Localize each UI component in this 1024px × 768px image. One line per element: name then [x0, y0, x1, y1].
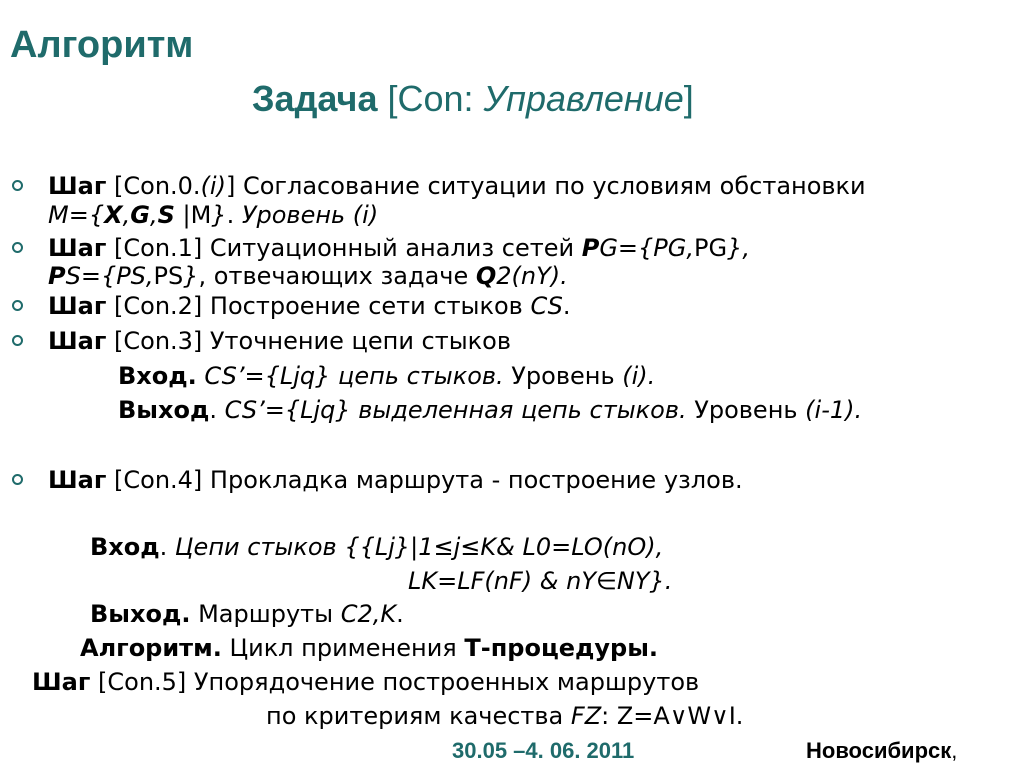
step-4-input-cont	[408, 565, 672, 597]
step-0-line-1	[48, 170, 866, 202]
formula-part: CS’={Ljq} выделенная цепь стыков.	[224, 396, 687, 424]
input-keyword: Вход	[90, 533, 160, 561]
step-level: (i).	[622, 362, 656, 390]
formula-part: LK=LF(nF) & nY	[408, 567, 596, 595]
step-code: [Con.0.	[106, 172, 201, 200]
step-4-output	[90, 598, 404, 630]
formula-part: FZ	[570, 702, 602, 730]
formula-part: 2(nY).	[496, 262, 568, 290]
algorithm-keyword: Алгоритм.	[80, 634, 222, 662]
hollow-circle-icon	[12, 474, 23, 485]
step-keyword: Шаг	[48, 327, 107, 355]
formula-part: .	[226, 201, 242, 229]
formula-part: }	[211, 201, 227, 229]
step-0-line-2	[48, 199, 378, 231]
step-text: [Con.2] Построение сети стыков	[106, 292, 531, 320]
formula-part: |	[174, 201, 191, 229]
algorithm-name: Т-процедуры.	[464, 634, 659, 662]
formula-part: }	[183, 262, 199, 290]
formula-part: ,	[149, 201, 158, 229]
formula-part: ∈	[595, 567, 617, 595]
step-5-line-1	[32, 666, 699, 698]
formula-part: S	[157, 201, 175, 229]
city-comma: ,	[951, 738, 958, 763]
formula-part: : Z=A	[601, 702, 670, 730]
formula-part: CS	[530, 292, 563, 320]
step-4-algorithm	[80, 632, 658, 664]
step-text: [Con.1] Ситуационный анализ сетей	[106, 234, 582, 262]
formula-part: M={	[48, 201, 105, 229]
step-3-line-1	[48, 325, 511, 357]
step-text: .	[396, 600, 404, 628]
step-text: по критериям качества	[266, 702, 571, 730]
hollow-circle-icon	[12, 335, 23, 346]
formula-part: G	[130, 201, 150, 229]
subtitle-bracket-close: ]	[683, 78, 694, 119]
formula-part: ,	[122, 201, 131, 229]
formula-part: PG	[694, 234, 728, 262]
step-text: Уровень	[686, 396, 806, 424]
formula-part: X	[104, 201, 123, 229]
step-text: [Con.4] Прокладка маршрута - построение узлов.	[106, 466, 743, 494]
step-text: .	[562, 292, 571, 320]
formula-part: G={PG,	[599, 234, 694, 262]
subtitle-bracket-open: [Con:	[377, 78, 484, 119]
step-4-input	[90, 531, 663, 563]
output-keyword: Выход.	[90, 600, 191, 628]
formula-part: },	[727, 234, 750, 262]
formula-part: CS’={Ljq} цепь стыков.	[204, 362, 504, 390]
step-keyword: Шаг	[48, 292, 107, 320]
formula-part: W	[687, 702, 712, 730]
step-3-input	[118, 360, 655, 392]
footer-date: 30.05 –4. 06. 2011	[452, 738, 635, 763]
step-text: .	[209, 396, 225, 424]
step-level: (i)	[200, 172, 226, 200]
formula-part: ∨	[711, 702, 729, 730]
city-name: Новосибирск	[806, 738, 952, 763]
step-4-line-1	[48, 464, 743, 496]
step-keyword: Шаг	[48, 234, 107, 262]
hollow-circle-icon	[12, 300, 23, 311]
step-text: .	[159, 533, 175, 561]
page-subtitle	[252, 78, 694, 120]
formula-part: Q	[475, 262, 497, 290]
formula-part: C2,K	[340, 600, 397, 628]
formula-part: P	[48, 262, 66, 290]
step-keyword: Шаг	[48, 172, 107, 200]
output-keyword: Выход	[118, 396, 210, 424]
input-keyword: Вход.	[118, 362, 197, 390]
formula-part: ∨	[669, 702, 688, 730]
formula-part: M	[190, 201, 212, 229]
step-text: [Con.5] Упорядочение построенных маршрутов	[90, 668, 700, 696]
footer-city	[806, 738, 957, 764]
formula-part: Цепи стыков {{Lj}|1≤j≤K& L0=LO(nO),	[174, 533, 664, 561]
step-text: Цикл применения	[221, 634, 465, 662]
formula-part: PS	[153, 262, 184, 290]
formula-part: S={PS,	[65, 262, 154, 290]
hollow-circle-icon	[12, 180, 23, 191]
step-text: ] Согласование ситуации по условиям обстановки	[225, 172, 866, 200]
step-1-line-2	[48, 260, 568, 292]
step-text: Уровень	[503, 362, 623, 390]
subtitle-task: Задача	[252, 78, 378, 119]
step-3-output	[118, 394, 862, 426]
subtitle-control: Управление	[483, 78, 684, 119]
formula-part: P	[581, 234, 600, 262]
step-level-text: Уровень (i)	[241, 201, 379, 229]
step-2-line-1	[48, 290, 571, 322]
step-text: Маршруты	[190, 600, 341, 628]
hollow-circle-icon	[12, 242, 23, 253]
formula-part: NY}.	[616, 567, 673, 595]
step-5-line-2	[266, 700, 743, 732]
step-keyword: Шаг	[32, 668, 91, 696]
step-keyword: Шаг	[48, 466, 107, 494]
step-text: , отвечающих задаче	[198, 262, 476, 290]
formula-part: I.	[728, 702, 744, 730]
step-level: (i-1).	[805, 396, 863, 424]
step-text: [Con.3] Уточнение цепи стыков	[106, 327, 512, 355]
page-title: Алгоритм	[10, 24, 194, 66]
